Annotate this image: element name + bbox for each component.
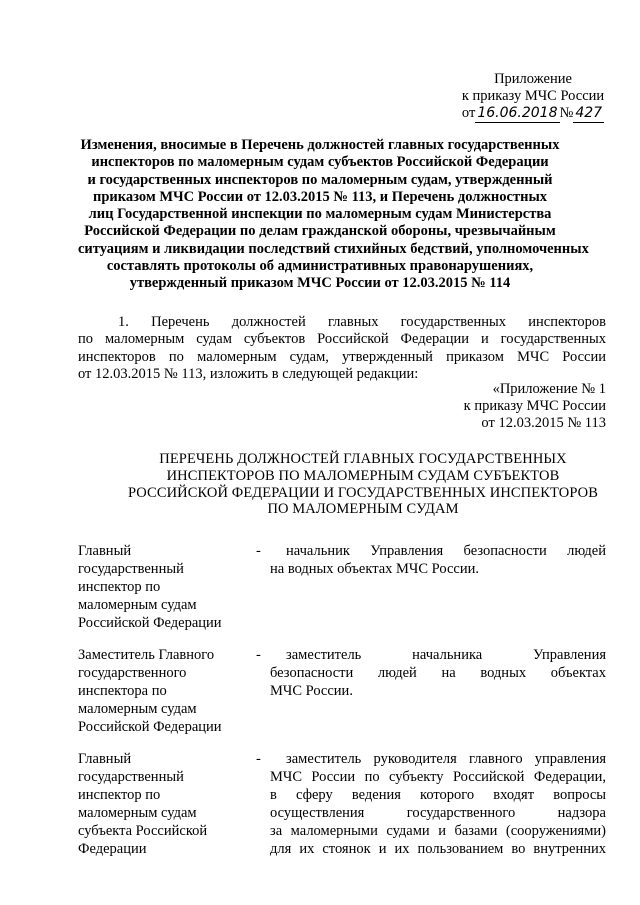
position-line: маломерным судам bbox=[78, 805, 197, 821]
position-line: инспектора по bbox=[78, 683, 167, 699]
title-line: Изменения, вносимые в Перечень должностей главных государственных bbox=[80, 137, 560, 153]
description-line: начальник Управления безопасности людей bbox=[286, 543, 606, 559]
description-line: для их стоянок и их пользованием во внутренних bbox=[270, 841, 606, 857]
title-line: приказом МЧС России от 12.03.2015 № 113, и Перечень должностных bbox=[92, 188, 548, 205]
position-line: Российской Федерации bbox=[78, 719, 222, 735]
position-line: Федерации bbox=[78, 841, 147, 857]
list-title-line: ПЕРЕЧЕНЬ ДОЛЖНОСТЕЙ ГЛАВНЫХ ГОСУДАРСТВЕННЫХ bbox=[159, 451, 567, 467]
appendix-1-line: от 12.03.2015 № 113 bbox=[481, 415, 606, 431]
position-line: государственный bbox=[78, 769, 184, 785]
title-line: Российской Федерации по делам гражданской обороны, чрезвычайным bbox=[84, 223, 556, 240]
title-line: утвержденный приказом МЧС России от 12.03.2015 № 114 bbox=[129, 275, 511, 292]
title-line: ситуациям и ликвидации последствий стихийных бедствий, уполномоченных bbox=[78, 240, 589, 257]
row-dash: - bbox=[256, 751, 261, 767]
paragraph-line: от 12.03.2015 № 113, изложить в следующей редакции: bbox=[78, 365, 419, 382]
appendix-header bbox=[448, 71, 618, 123]
description-line: в сферу ведения которого входят вопросы bbox=[270, 787, 606, 803]
row-dash: - bbox=[256, 647, 261, 663]
handwritten-date: 16.06.2018 bbox=[477, 105, 558, 121]
appendix-date-number bbox=[448, 105, 618, 123]
position-description bbox=[270, 750, 606, 858]
position-line: субъекта Российской bbox=[78, 823, 208, 839]
description-line: заместитель руководителя главного управления bbox=[286, 751, 606, 767]
list-title bbox=[88, 451, 638, 518]
position-description bbox=[270, 542, 606, 632]
position-line: Главный bbox=[78, 543, 132, 559]
position-line: инспектор по bbox=[78, 787, 161, 803]
paragraph-1 bbox=[78, 314, 606, 383]
row-dash: - bbox=[256, 543, 261, 559]
position-line: инспектор по bbox=[78, 579, 161, 595]
position-row bbox=[78, 750, 606, 858]
list-title-line: РОССИЙСКОЙ ФЕДЕРАЦИИ И ГОСУДАРСТВЕННЫХ ИНСПЕКТОРОВ bbox=[127, 484, 599, 501]
position-line: маломерным судам bbox=[78, 597, 197, 613]
positions-table bbox=[78, 542, 606, 872]
appendix-from-prefix: от bbox=[461, 105, 476, 121]
appendix-1-line: «Приложение № 1 bbox=[492, 381, 606, 397]
title-line: лиц Государственной инспекции по маломерным судам Министерства bbox=[88, 206, 552, 223]
paragraph-line: по маломерным судам субъектов Российской Федерации и государственных bbox=[78, 331, 606, 348]
position-description bbox=[270, 646, 606, 736]
paragraph-line: 1. Перечень должностей главных государственных инспекторов bbox=[118, 314, 606, 330]
appendix-label: Приложение bbox=[494, 71, 572, 87]
title-line: составлять протоколы об административных правонарушениях, bbox=[106, 258, 534, 275]
list-title-line: ИНСПЕКТОРОВ ПО МАЛОМЕРНЫМ СУДАМ СУБЪЕКТОВ bbox=[166, 467, 560, 484]
appendix-1-line: к приказу МЧС России bbox=[463, 398, 606, 414]
document-title bbox=[78, 137, 589, 293]
description-line: осуществления государственного надзора bbox=[270, 805, 606, 821]
position-row bbox=[78, 542, 606, 632]
title-line: инспекторов по маломерным судам субъектов Российской Федерации bbox=[91, 154, 549, 171]
description-line: безопасности людей на водных объектах bbox=[270, 665, 606, 681]
position-line: государственного bbox=[78, 665, 187, 681]
title-line: и государственных инспекторов по маломерным судам, утвержденный bbox=[87, 171, 553, 188]
position-line: Заместитель Главного bbox=[78, 647, 215, 663]
appendix-order-ref: к приказу МЧС России bbox=[461, 88, 605, 104]
position-line: Российской Федерации bbox=[78, 615, 222, 631]
position-line: маломерным судам bbox=[78, 701, 197, 717]
handwritten-number: 427 bbox=[575, 105, 603, 121]
position-row bbox=[78, 646, 606, 736]
description-line: МЧС России. bbox=[270, 683, 353, 699]
description-line: на водных объектах МЧС России. bbox=[270, 561, 479, 577]
description-line: за маломерными судами и базами (сооружениями) bbox=[270, 823, 606, 839]
list-title-line: ПО МАЛОМЕРНЫМ СУДАМ bbox=[267, 501, 459, 518]
appendix-1-header bbox=[406, 381, 606, 432]
description-line: МЧС России по субъекту Российской Федерации, bbox=[270, 769, 606, 785]
paragraph-line: инспекторов по маломерным судам, утвержденный приказом МЧС России bbox=[78, 348, 606, 365]
position-line: Главный bbox=[78, 751, 132, 767]
description-line: заместитель начальника Управления bbox=[286, 647, 606, 663]
number-sign: № bbox=[559, 105, 574, 121]
position-line: государственный bbox=[78, 561, 184, 577]
